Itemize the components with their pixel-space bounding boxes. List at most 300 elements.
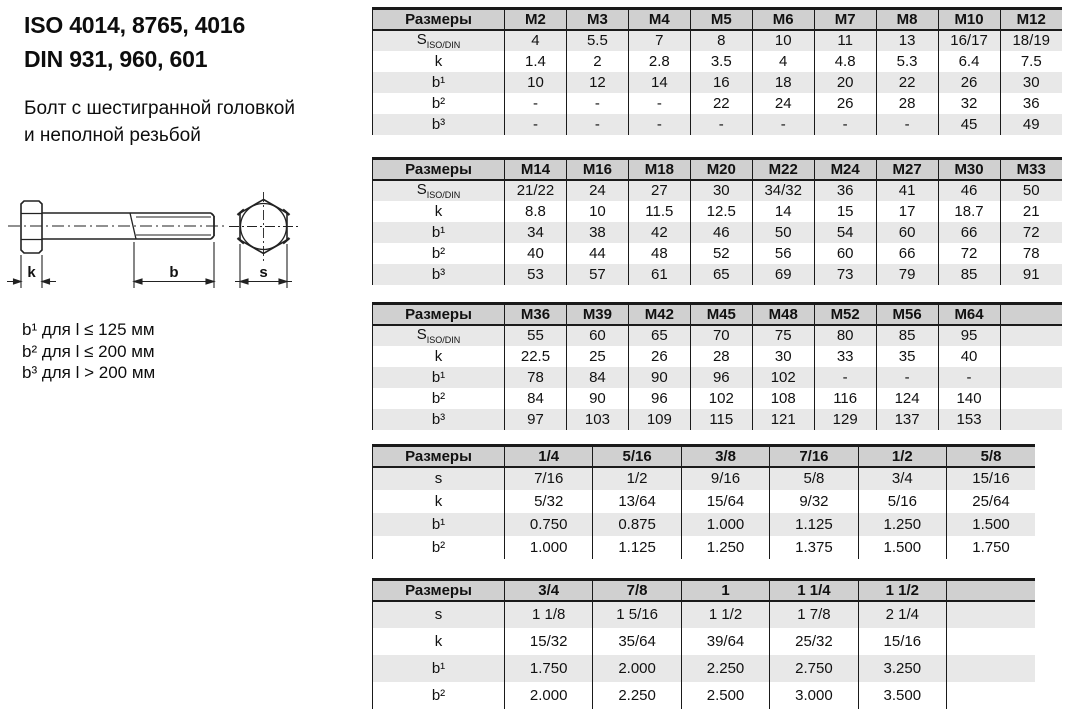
row-label: b¹	[431, 515, 446, 533]
size-column-header: M8	[876, 9, 938, 30]
row-label-subscript: ISO/DIN	[426, 334, 461, 345]
size-value-cell: 53	[505, 264, 567, 285]
size-column-header: M10	[938, 9, 1000, 30]
size-value-cell: 79	[876, 264, 938, 285]
size-value-cell: -	[876, 367, 938, 388]
bolt-technical-drawing	[2, 185, 367, 325]
size-value-cell: 9/16	[681, 467, 769, 490]
size-column-header: 5/8	[947, 446, 1035, 467]
size-value-cell: 60	[876, 222, 938, 243]
table-corner-header: Размеры	[373, 580, 505, 601]
row-label: b²	[431, 244, 446, 262]
size-value-cell	[1000, 325, 1062, 346]
table-row	[373, 51, 1063, 72]
size-value-cell: 22	[690, 93, 752, 114]
size-value-cell: 5.3	[876, 51, 938, 72]
size-value-cell: 2.000	[505, 682, 593, 709]
size-value-cell: 70	[690, 325, 752, 346]
size-value-cell: 18.7	[938, 201, 1000, 222]
size-value-cell: 35	[876, 346, 938, 367]
size-value-cell: 129	[814, 409, 876, 430]
size-column-header: M18	[628, 159, 690, 180]
table-row	[373, 628, 1036, 655]
size-value-cell: 84	[505, 388, 567, 409]
size-value-cell: 28	[876, 93, 938, 114]
size-value-cell: 108	[752, 388, 814, 409]
size-value-cell: 10	[566, 201, 628, 222]
size-column-header: M45	[690, 304, 752, 325]
size-value-cell: 65	[690, 264, 752, 285]
size-value-cell: 7.5	[1000, 51, 1062, 72]
size-column-header: M24	[814, 159, 876, 180]
size-value-cell: 2.000	[593, 655, 681, 682]
size-value-cell: 52	[690, 243, 752, 264]
size-column-header: M33	[1000, 159, 1062, 180]
size-value-cell: 137	[876, 409, 938, 430]
size-value-cell: 17	[876, 201, 938, 222]
size-value-cell: 5/32	[505, 490, 593, 513]
size-value-cell: 1 7/8	[770, 601, 858, 628]
size-column-header: M22	[752, 159, 814, 180]
size-value-cell: 1.250	[858, 513, 946, 536]
size-value-cell: 12	[566, 72, 628, 93]
size-value-cell: 18/19	[1000, 30, 1062, 51]
row-label: k	[434, 347, 443, 365]
size-value-cell: 25/32	[770, 628, 858, 655]
size-value-cell: 0.875	[593, 513, 681, 536]
size-value-cell: 115	[690, 409, 752, 430]
size-table	[372, 302, 1062, 430]
size-column-header: 1 1/2	[858, 580, 946, 601]
size-value-cell: 57	[566, 264, 628, 285]
size-value-cell: 32	[938, 93, 1000, 114]
row-label: b²	[431, 686, 446, 704]
size-value-cell: 40	[938, 346, 1000, 367]
row-label: b²	[431, 538, 446, 556]
table-row	[373, 201, 1063, 222]
table-row	[373, 325, 1063, 346]
size-value-cell: 1/2	[593, 467, 681, 490]
table-row	[373, 72, 1063, 93]
table-row	[373, 467, 1036, 490]
size-value-cell: 21/22	[505, 180, 567, 201]
size-value-cell: -	[690, 114, 752, 135]
table-row	[373, 367, 1063, 388]
size-value-cell: 50	[752, 222, 814, 243]
size-column-header: M4	[628, 9, 690, 30]
size-value-cell: -	[505, 114, 567, 135]
size-column-header: 5/16	[593, 446, 681, 467]
size-value-cell: 33	[814, 346, 876, 367]
size-table-inch-quarter-to-fiveeighths	[372, 444, 1035, 559]
table-row	[373, 222, 1063, 243]
size-value-cell: 15/64	[681, 490, 769, 513]
size-value-cell: 60	[814, 243, 876, 264]
size-value-cell: 66	[876, 243, 938, 264]
size-value-cell: 1.000	[681, 513, 769, 536]
row-label: b¹	[431, 73, 446, 91]
note-line: b³ для l > 200 мм	[22, 363, 156, 382]
row-label: $S_{ISO/DIN}$	[416, 180, 461, 200]
size-value-cell: 25	[566, 346, 628, 367]
size-value-cell: 72	[938, 243, 1000, 264]
table-row	[373, 682, 1036, 709]
size-value-cell: 11	[814, 30, 876, 51]
size-value-cell: 121	[752, 409, 814, 430]
size-value-cell: 1.125	[770, 513, 858, 536]
size-value-cell: 2 1/4	[858, 601, 946, 628]
size-value-cell: 15/16	[947, 467, 1035, 490]
size-value-cell: -	[566, 93, 628, 114]
size-value-cell: 55	[505, 325, 567, 346]
size-column-header: 7/16	[770, 446, 858, 467]
size-value-cell: 1 5/16	[593, 601, 681, 628]
size-value-cell: 124	[876, 388, 938, 409]
size-value-cell: 1.375	[770, 536, 858, 559]
size-value-cell: 1.750	[505, 655, 593, 682]
size-value-cell: 2.750	[770, 655, 858, 682]
note-line: b² для l ≤ 200 мм	[22, 341, 155, 361]
size-value-cell: 54	[814, 222, 876, 243]
size-table-metric-m2-m12	[372, 7, 1062, 135]
dim-label-s: s	[259, 264, 268, 281]
row-label: b²	[431, 94, 446, 112]
size-value-cell: 11.5	[628, 201, 690, 222]
size-column-header	[1000, 304, 1062, 325]
size-column-header: 3/8	[681, 446, 769, 467]
product-subtitle-line1: Болт с шестигранной головкой	[24, 98, 295, 119]
row-label: b¹	[431, 368, 446, 386]
size-column-header: 3/4	[505, 580, 593, 601]
size-value-cell: 15/16	[858, 628, 946, 655]
row-label: $S_{ISO/DIN}$	[416, 30, 461, 50]
table-row	[373, 388, 1063, 409]
size-value-cell: 8	[690, 30, 752, 51]
size-value-cell: 90	[566, 388, 628, 409]
size-value-cell: 18	[752, 72, 814, 93]
size-column-header: 1	[681, 580, 769, 601]
size-value-cell: 48	[628, 243, 690, 264]
size-value-cell: 14	[628, 72, 690, 93]
size-value-cell: 90	[628, 367, 690, 388]
size-table	[372, 7, 1062, 135]
size-column-header: M42	[628, 304, 690, 325]
size-value-cell: 61	[628, 264, 690, 285]
size-value-cell: 2	[566, 51, 628, 72]
size-value-cell: 26	[814, 93, 876, 114]
row-label: b¹	[431, 659, 446, 677]
standard-title-din: DIN 931, 960, 601	[24, 46, 208, 72]
page-header	[24, 8, 295, 149]
size-value-cell: 78	[505, 367, 567, 388]
size-value-cell: 66	[938, 222, 1000, 243]
note-line: b¹ для l ≤ 125 мм	[22, 320, 155, 339]
size-value-cell: 103	[566, 409, 628, 430]
size-value-cell: 3.000	[770, 682, 858, 709]
size-value-cell: 102	[752, 367, 814, 388]
size-value-cell: 46	[690, 222, 752, 243]
size-column-header: M12	[1000, 9, 1062, 30]
table-row	[373, 180, 1063, 201]
row-label-subscript: ISO/DIN	[426, 39, 461, 50]
size-table-metric-m14-m33	[372, 157, 1062, 285]
size-value-cell: 3.5	[690, 51, 752, 72]
size-value-cell: -	[628, 114, 690, 135]
size-value-cell: 42	[628, 222, 690, 243]
size-value-cell	[1000, 346, 1062, 367]
size-value-cell: 3.250	[858, 655, 946, 682]
size-value-cell: 72	[1000, 222, 1062, 243]
size-value-cell: 22.5	[505, 346, 567, 367]
size-value-cell: 12.5	[690, 201, 752, 222]
size-value-cell	[1000, 409, 1062, 430]
size-value-cell: 10	[752, 30, 814, 51]
size-value-cell: 1.500	[858, 536, 946, 559]
size-value-cell: 69	[752, 264, 814, 285]
table-row	[373, 601, 1036, 628]
size-value-cell: 46	[938, 180, 1000, 201]
table-corner-header: Размеры	[373, 159, 505, 180]
size-value-cell: 5.5	[566, 30, 628, 51]
size-column-header: M30	[938, 159, 1000, 180]
size-value-cell: 78	[1000, 243, 1062, 264]
size-value-cell: 65	[628, 325, 690, 346]
size-value-cell: 16/17	[938, 30, 1000, 51]
table-row	[373, 243, 1063, 264]
size-value-cell: 1.4	[505, 51, 567, 72]
size-value-cell: 30	[752, 346, 814, 367]
size-table	[372, 444, 1035, 559]
product-subtitle-line2: и неполной резьбой	[24, 125, 201, 146]
size-value-cell: 50	[1000, 180, 1062, 201]
size-value-cell: 15	[814, 201, 876, 222]
size-value-cell: 56	[752, 243, 814, 264]
size-value-cell: 1 1/2	[681, 601, 769, 628]
table-row	[373, 490, 1036, 513]
size-value-cell: 1 1/8	[505, 601, 593, 628]
size-column-header: 1 1/4	[770, 580, 858, 601]
dimension-lines	[7, 242, 292, 288]
table-row	[373, 93, 1063, 114]
table-row	[373, 409, 1063, 430]
size-value-cell: 91	[1000, 264, 1062, 285]
size-value-cell: 4.8	[814, 51, 876, 72]
size-value-cell: 60	[566, 325, 628, 346]
row-label: b²	[431, 389, 446, 407]
table-row	[373, 346, 1063, 367]
row-label: b³	[431, 115, 446, 133]
size-value-cell: 2.250	[593, 682, 681, 709]
size-value-cell: 7	[628, 30, 690, 51]
size-value-cell: 21	[1000, 201, 1062, 222]
size-value-cell: 2.8	[628, 51, 690, 72]
size-column-header: 7/8	[593, 580, 681, 601]
size-value-cell: 41	[876, 180, 938, 201]
size-column-header: M64	[938, 304, 1000, 325]
size-value-cell	[1000, 367, 1062, 388]
dim-label-k: k	[27, 264, 36, 281]
size-value-cell: 27	[628, 180, 690, 201]
size-value-cell: 1.750	[947, 536, 1035, 559]
size-value-cell: -	[752, 114, 814, 135]
size-value-cell: 7/16	[505, 467, 593, 490]
size-value-cell: 40	[505, 243, 567, 264]
row-label: s	[434, 470, 443, 487]
size-value-cell: 140	[938, 388, 1000, 409]
size-value-cell: 75	[752, 325, 814, 346]
size-value-cell: 30	[1000, 72, 1062, 93]
size-value-cell: 4	[752, 51, 814, 72]
size-value-cell	[947, 601, 1035, 628]
size-value-cell: 4	[505, 30, 567, 51]
size-value-cell: 73	[814, 264, 876, 285]
size-value-cell: 96	[628, 388, 690, 409]
size-column-header: M14	[505, 159, 567, 180]
table-corner-header: Размеры	[373, 304, 505, 325]
size-column-header: 1/2	[858, 446, 946, 467]
size-value-cell: -	[628, 93, 690, 114]
size-column-header: M7	[814, 9, 876, 30]
size-column-header: M56	[876, 304, 938, 325]
size-value-cell: 85	[876, 325, 938, 346]
bolt-side-view	[8, 201, 226, 253]
dim-label-b: b	[169, 264, 179, 281]
size-value-cell: 0.750	[505, 513, 593, 536]
size-value-cell	[1000, 388, 1062, 409]
size-value-cell: 30	[690, 180, 752, 201]
row-label: k	[434, 52, 443, 70]
size-value-cell: -	[505, 93, 567, 114]
size-value-cell: 5/16	[858, 490, 946, 513]
size-value-cell: 80	[814, 325, 876, 346]
row-label: k	[434, 632, 443, 650]
size-value-cell: 35/64	[593, 628, 681, 655]
standard-title-iso: ISO 4014, 8765, 4016	[24, 12, 246, 38]
size-value-cell: 95	[938, 325, 1000, 346]
size-value-cell: 3/4	[858, 467, 946, 490]
size-value-cell: -	[938, 367, 1000, 388]
size-value-cell: 26	[628, 346, 690, 367]
size-table-metric-m36-m64	[372, 302, 1062, 430]
row-label: b¹	[431, 223, 446, 241]
size-column-header: M6	[752, 9, 814, 30]
size-value-cell: 2.500	[681, 682, 769, 709]
dimension-notes	[22, 319, 155, 384]
size-value-cell: 109	[628, 409, 690, 430]
size-value-cell: 36	[1000, 93, 1062, 114]
size-value-cell: 153	[938, 409, 1000, 430]
row-label: s	[434, 606, 443, 623]
size-value-cell: 26	[938, 72, 1000, 93]
size-value-cell: 20	[814, 72, 876, 93]
size-value-cell: 3.500	[858, 682, 946, 709]
size-value-cell: -	[876, 114, 938, 135]
size-column-header: M3	[566, 9, 628, 30]
size-value-cell: 22	[876, 72, 938, 93]
size-value-cell: 28	[690, 346, 752, 367]
table-row	[373, 513, 1036, 536]
size-value-cell: 13	[876, 30, 938, 51]
size-column-header: M52	[814, 304, 876, 325]
size-value-cell: 34/32	[752, 180, 814, 201]
size-column-header: M2	[505, 9, 567, 30]
size-value-cell: 24	[566, 180, 628, 201]
size-value-cell: 1.250	[681, 536, 769, 559]
size-value-cell: 102	[690, 388, 752, 409]
size-value-cell: 10	[505, 72, 567, 93]
size-value-cell: -	[814, 367, 876, 388]
table-row	[373, 114, 1063, 135]
size-column-header: M5	[690, 9, 752, 30]
size-value-cell: 39/64	[681, 628, 769, 655]
size-column-header: M16	[566, 159, 628, 180]
size-value-cell: 97	[505, 409, 567, 430]
size-value-cell: 38	[566, 222, 628, 243]
size-value-cell: 8.8	[505, 201, 567, 222]
table-row	[373, 655, 1036, 682]
size-value-cell: 14	[752, 201, 814, 222]
size-value-cell: 15/32	[505, 628, 593, 655]
size-value-cell: 1.125	[593, 536, 681, 559]
table-row	[373, 264, 1063, 285]
row-label: b³	[431, 265, 446, 283]
row-label: k	[434, 492, 443, 510]
size-value-cell: 116	[814, 388, 876, 409]
size-value-cell: 24	[752, 93, 814, 114]
size-column-header: M48	[752, 304, 814, 325]
size-value-cell: 16	[690, 72, 752, 93]
table-row	[373, 30, 1063, 51]
size-value-cell: 84	[566, 367, 628, 388]
size-column-header	[947, 580, 1035, 601]
product-subtitle	[24, 95, 295, 149]
row-label: b³	[431, 410, 446, 428]
row-label: k	[434, 202, 443, 220]
size-value-cell: 2.250	[681, 655, 769, 682]
size-value-cell: 5/8	[770, 467, 858, 490]
table-corner-header: Размеры	[373, 9, 505, 30]
size-value-cell: 13/64	[593, 490, 681, 513]
size-value-cell: 96	[690, 367, 752, 388]
size-value-cell: 49	[1000, 114, 1062, 135]
row-label-subscript: ISO/DIN	[426, 189, 461, 200]
size-column-header: M20	[690, 159, 752, 180]
size-value-cell: 45	[938, 114, 1000, 135]
size-table	[372, 157, 1062, 285]
size-value-cell: -	[566, 114, 628, 135]
size-value-cell: 9/32	[770, 490, 858, 513]
size-value-cell: 34	[505, 222, 567, 243]
bolt-hex-view	[229, 192, 298, 261]
size-value-cell: 1.500	[947, 513, 1035, 536]
size-value-cell: 85	[938, 264, 1000, 285]
size-value-cell: -	[814, 114, 876, 135]
table-row	[373, 536, 1036, 559]
size-table-inch-threequarters-to-oneandhalf	[372, 578, 1035, 709]
row-label: $S_{ISO/DIN}$	[416, 325, 461, 345]
table-corner-header: Размеры	[373, 446, 505, 467]
size-table	[372, 578, 1035, 709]
size-column-header: M39	[566, 304, 628, 325]
size-value-cell	[947, 682, 1035, 709]
size-value-cell: 36	[814, 180, 876, 201]
size-value-cell: 25/64	[947, 490, 1035, 513]
size-column-header: 1/4	[505, 446, 593, 467]
size-value-cell: 6.4	[938, 51, 1000, 72]
size-value-cell: 1.000	[505, 536, 593, 559]
size-value-cell	[947, 628, 1035, 655]
size-value-cell: 44	[566, 243, 628, 264]
